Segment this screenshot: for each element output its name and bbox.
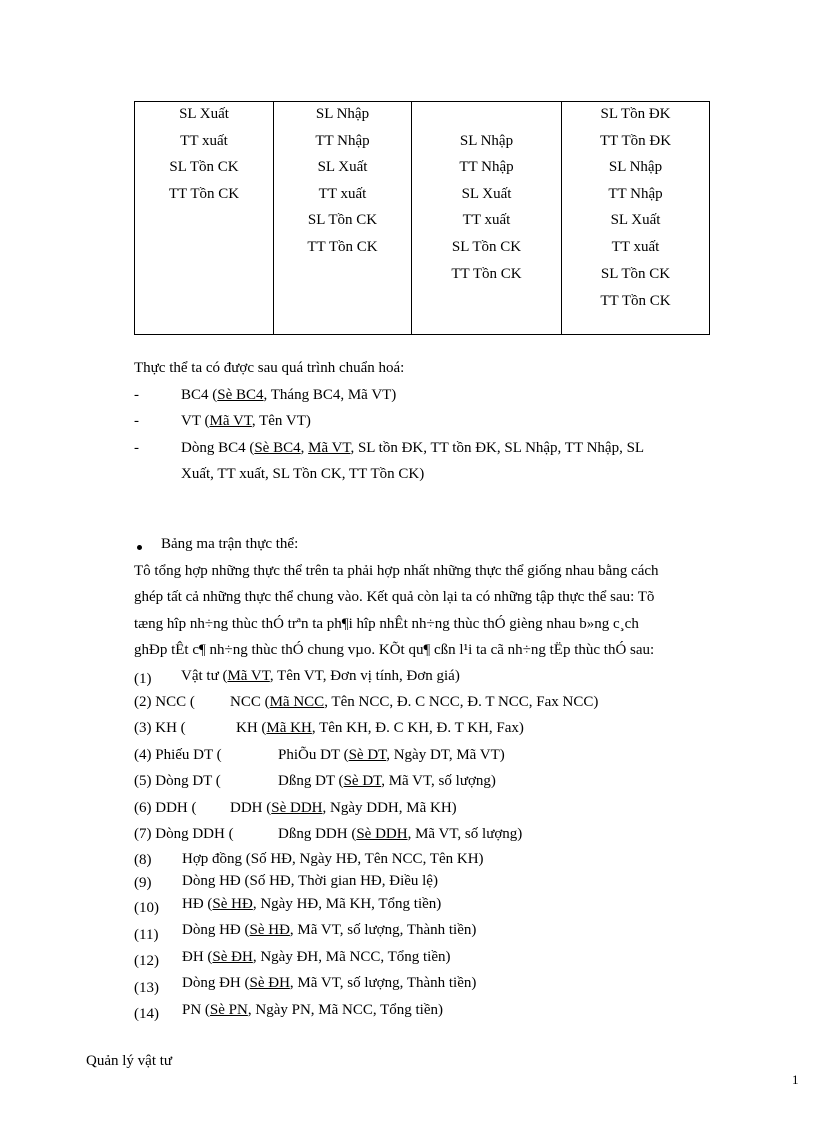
table-cell: TT xuất: [611, 239, 660, 255]
table-cell: TT Tồn CK: [600, 293, 671, 309]
intro-text: Thực thể ta có được sau quá trình chuẩn hoá:: [134, 360, 405, 376]
table-cell: TT Nhập: [315, 133, 370, 149]
entity-line-cont: Xuất, TT xuất, SL Tồn CK, TT Tồn CK): [181, 466, 425, 482]
item-number: (8): [134, 852, 152, 868]
entity-dash: -: [134, 440, 139, 456]
item-number: (13): [134, 980, 159, 996]
item-number: (1): [134, 671, 152, 687]
table-cell: TT Tồn CK: [451, 266, 522, 282]
item-line: NCC (Mã NCC, Tên NCC, Đ. C NCC, Đ. T NCC, Fax NCC): [230, 694, 599, 710]
item-number: (2) NCC (: [134, 694, 195, 710]
entity-dash: -: [134, 387, 139, 403]
page-number: 1: [792, 1072, 799, 1087]
item-number: (14): [134, 1006, 159, 1022]
table-cell: SL Nhập: [608, 159, 663, 175]
table-col-3: [411, 102, 561, 334]
item-line: KH (Mã KH, Tên KH, Đ. C KH, Đ. T KH, Fax): [236, 720, 524, 736]
table-col-4: [561, 102, 709, 334]
item-line: ĐH (Sè ĐH, Ngày ĐH, Mã NCC, Tổng tiền): [182, 949, 451, 965]
bullet-icon: [137, 545, 142, 550]
table-cell: SL Tồn CK: [169, 159, 239, 175]
table-cell: SL Tồn CK: [307, 212, 378, 228]
item-line: Dòng HĐ (Sè HĐ, Mã VT, số lượng, Thành tiền): [182, 922, 477, 938]
item-line: Vật tư (Mã VT, Tên VT, Đơn vị tính, Đơn giá): [181, 668, 460, 684]
item-number: (4) Phiếu DT (: [134, 747, 222, 763]
section-title: Bảng ma trận thực thể:: [161, 536, 299, 552]
paragraph-line: ghép tất cả những thực thể chung vào. Kết quả còn lại ta có những tập thực thể sau: Tõ: [134, 589, 655, 605]
table-cell: SL Tồn ĐK: [600, 106, 671, 122]
item-number: (7) Dòng DDH (: [134, 826, 234, 842]
table-cell: TT Tồn ĐK: [599, 133, 672, 149]
table-col-2: [273, 102, 411, 334]
table-cell: SL Xuất: [461, 186, 512, 202]
item-number: (3) KH (: [134, 720, 186, 736]
entity-dash: -: [134, 413, 139, 429]
table-cell: TT Tồn CK: [168, 186, 240, 202]
table-cell: TT xuất: [462, 212, 511, 228]
paragraph-line: ghÐp tÊt c¶ nh÷ng thùc thÓ chung vµo. KÕt qu¶ cßn l¹i ta cã nh÷ng tËp thùc thÓ sau:: [134, 642, 655, 658]
table-cell: SL Xuất: [610, 212, 661, 228]
entity-line: VT (Mã VT, Tên VT): [181, 413, 311, 429]
item-line: PN (Sè PN, Ngày PN, Mã NCC, Tổng tiền): [182, 1002, 443, 1018]
item-number: (12): [134, 953, 159, 969]
item-line: Dßng DDH (Sè DDH, Mã VT, số lượng): [278, 826, 523, 842]
table-cell: SL Xuất: [317, 159, 368, 175]
item-line: Dßng DT (Sè DT, Mã VT, số lượng): [278, 773, 496, 789]
item-line: Dòng ĐH (Sè ĐH, Mã VT, số lượng, Thành tiền): [182, 975, 477, 991]
item-line: DDH (Sè DDH, Ngày DDH, Mã KH): [230, 800, 457, 816]
table-cell: TT Tồn CK: [307, 239, 378, 255]
entity-line: Dòng BC4 (Sè BC4, Mã VT, SL tồn ĐK, TT tồn ĐK, SL Nhập, TT Nhập, SL: [181, 440, 645, 456]
table-col-1: [135, 102, 273, 334]
item-line: Dòng HĐ (Số HĐ, Thời gian HĐ, Điều lệ): [182, 873, 438, 889]
footer-text: Quản lý vật tư: [86, 1053, 173, 1069]
paragraph-line: tæng hîp nh÷ng thùc thÓ trªn ta ph¶i hîp nhÊt nh÷ng thùc thÓ gièng nhau b»ng c¸ch: [134, 616, 639, 632]
item-number: (5) Dòng DT (: [134, 773, 221, 789]
table-cell: SL Nhập: [459, 133, 514, 149]
item-line: HĐ (Sè HĐ, Ngày HĐ, Mã KH, Tổng tiền): [182, 896, 442, 912]
paragraph-line: Tô tổng hợp những thực thể trên ta phải hợp nhất những thực thể giống nhau bằng cách: [134, 563, 659, 579]
table-cell: SL Tồn CK: [600, 266, 671, 282]
item-number: (11): [134, 927, 159, 943]
item-number: (9): [134, 875, 152, 891]
item-line: Hợp đồng (Số HĐ, Ngày HĐ, Tên NCC, Tên KH): [182, 851, 484, 867]
table-cell: TT xuất: [318, 186, 367, 202]
table-cell: TT Nhập: [608, 186, 663, 202]
table-cell: SL Xuất: [179, 106, 229, 122]
entity-line: BC4 (Sè BC4, Tháng BC4, Mã VT): [181, 387, 397, 403]
table-cell: SL Nhập: [315, 106, 370, 122]
item-number: (6) DDH (: [134, 800, 197, 816]
table-cell: SL Tồn CK: [451, 239, 522, 255]
table-cell: TT Nhập: [459, 159, 514, 175]
table-cell: TT xuất: [180, 133, 228, 149]
entity-table: [134, 101, 710, 335]
item-number: (10): [134, 900, 159, 916]
item-line: PhiÕu DT (Sè DT, Ngày DT, Mã VT): [278, 747, 505, 763]
